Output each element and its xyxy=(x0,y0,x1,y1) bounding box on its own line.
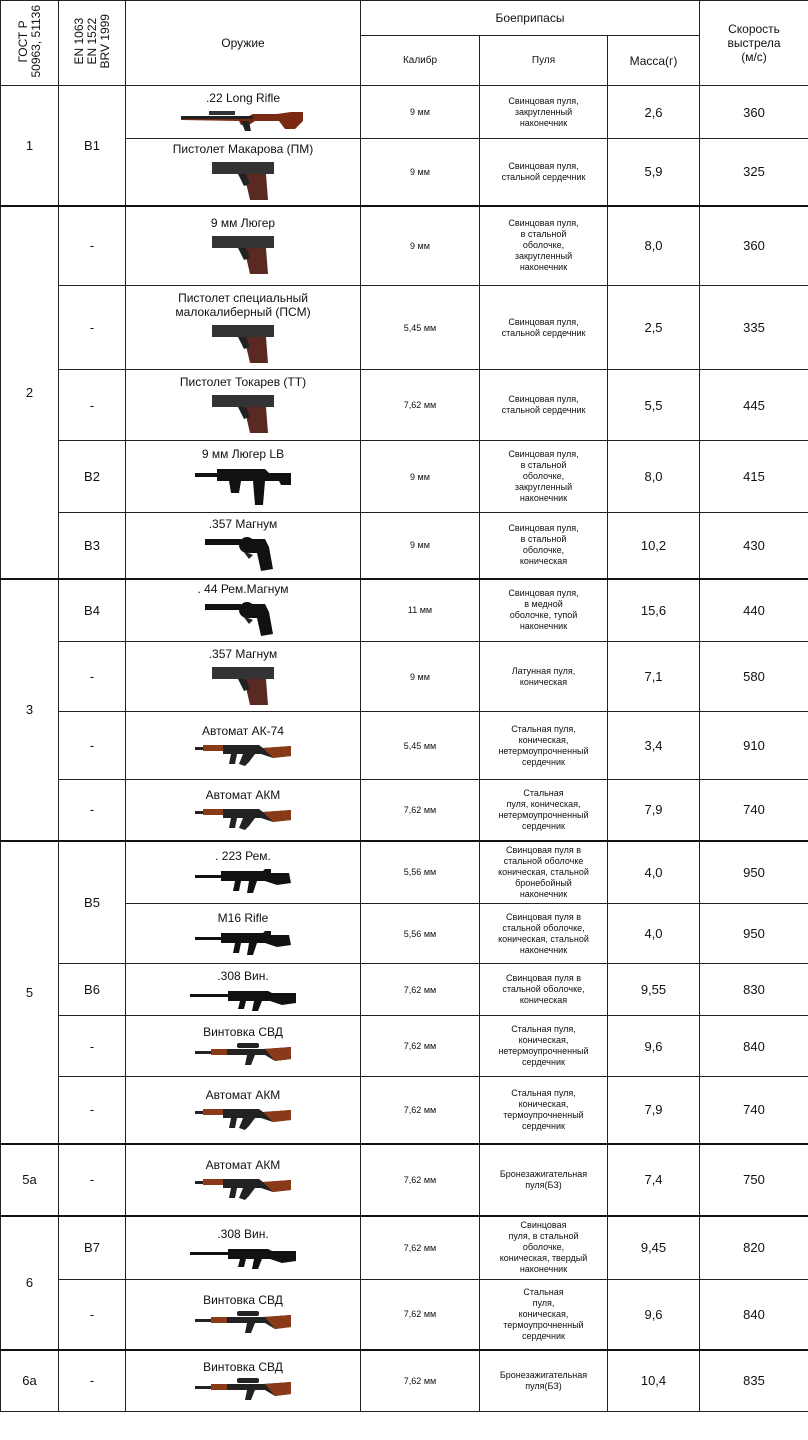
bullet-cell: Свинцовая пуля, стальной сердечник xyxy=(480,370,608,441)
weapon-name: Автомат АКМ xyxy=(205,787,281,802)
standard-cell: - xyxy=(59,286,126,370)
weapon-cell xyxy=(126,579,361,642)
table-row xyxy=(1,1144,808,1216)
weapon-cell xyxy=(126,286,361,370)
table-row xyxy=(1,206,808,286)
mass-cell: 9,55 xyxy=(608,964,700,1016)
bullet-cell: Стальная пуля, коническая, нетермоупрочненный сердечник xyxy=(480,1016,608,1077)
mass-cell: 2,5 xyxy=(608,286,700,370)
standard-cell: B7 xyxy=(59,1216,126,1280)
caliber-cell: 5,56 мм xyxy=(361,841,480,904)
standard-cell: B5 xyxy=(59,841,126,964)
speed-cell: 325 xyxy=(700,139,808,206)
standard-cell: B2 xyxy=(59,441,126,513)
bullet-cell: Свинцовая пуля в стальной оболочке коническая, стальной бронебойный наконечник xyxy=(480,841,608,904)
table-row xyxy=(1,441,808,513)
mass-cell: 4,0 xyxy=(608,904,700,964)
weapon-cell xyxy=(126,139,361,206)
assault-rifle-icon xyxy=(126,865,360,895)
standard-cell: - xyxy=(59,1144,126,1216)
speed-cell: 740 xyxy=(700,1077,808,1144)
caliber-cell: 7,62 мм xyxy=(361,1144,480,1216)
weapon-name: Пистолет специальный малокалиберный (ПСМ) xyxy=(175,290,311,319)
table-row xyxy=(1,712,808,780)
standard-cell: - xyxy=(59,1077,126,1144)
caliber-cell: 5,45 мм xyxy=(361,712,480,780)
speed-cell: 950 xyxy=(700,904,808,964)
table-row xyxy=(1,370,808,441)
protection-class-cell: 2 xyxy=(1,206,59,579)
protection-class-cell: 6 xyxy=(1,1216,59,1350)
mass-cell: 9,6 xyxy=(608,1016,700,1077)
speed-cell: 835 xyxy=(700,1350,808,1412)
weapon-name: 9 мм Люгер xyxy=(210,215,276,230)
ak-icon xyxy=(126,804,360,832)
protection-class-cell: 1 xyxy=(1,86,59,206)
mass-cell: 10,2 xyxy=(608,513,700,579)
header-weapon: Оружие xyxy=(126,1,361,86)
bullet-cell: Свинцовая пуля, в стальной оболочке, коническая xyxy=(480,513,608,579)
caliber-cell: 9 мм xyxy=(361,441,480,513)
weapon-cell xyxy=(126,370,361,441)
mass-cell: 10,4 xyxy=(608,1350,700,1412)
weapon-name: Автомат АКМ xyxy=(205,1157,281,1172)
weapon-cell xyxy=(126,904,361,964)
caliber-cell: 7,62 мм xyxy=(361,1280,480,1350)
battle-rifle-icon xyxy=(126,985,360,1011)
smg-icon xyxy=(126,463,360,507)
bullet-cell: Бронезажигательная пуля(БЗ) xyxy=(480,1350,608,1412)
table-row xyxy=(1,579,808,642)
ak-icon xyxy=(126,1174,360,1202)
caliber-cell: 9 мм xyxy=(361,206,480,286)
sniper-rifle-icon xyxy=(126,1041,360,1067)
mass-cell: 9,6 xyxy=(608,1280,700,1350)
weapon-cell xyxy=(126,642,361,712)
speed-cell: 415 xyxy=(700,441,808,513)
speed-cell: 580 xyxy=(700,642,808,712)
weapon-name: Автомат АК-74 xyxy=(202,723,284,738)
mass-cell: 8,0 xyxy=(608,206,700,286)
weapon-name: Винтовка СВД xyxy=(203,1359,283,1374)
standard-cell: - xyxy=(59,780,126,841)
bullet-cell: Свинцовая пуля, в стальной оболочке, коническая, твердый наконечник xyxy=(480,1216,608,1280)
ak-icon xyxy=(126,1104,360,1132)
rifle-icon xyxy=(126,107,360,133)
header-standard: EN 1063 EN 1522 BRV 1999 xyxy=(59,1,126,86)
weapon-name: Винтовка СВД xyxy=(203,1025,283,1039)
revolver-icon xyxy=(126,533,360,573)
weapon-name: Пистолет Макарова (ПМ) xyxy=(172,141,314,156)
weapon-name: . 223 Рем. xyxy=(215,849,271,864)
mass-cell: 15,6 xyxy=(608,579,700,642)
protection-class-cell: 5а xyxy=(1,1144,59,1216)
mass-cell: 7,4 xyxy=(608,1144,700,1216)
bullet-cell: Стальная пуля, коническая, нетермоупрочненный сердечник xyxy=(480,712,608,780)
weapon-name: M16 Rifle xyxy=(217,910,269,925)
header-mass: Масса(г) xyxy=(608,36,700,86)
mass-cell: 3,4 xyxy=(608,712,700,780)
protection-class-cell: 5 xyxy=(1,841,59,1144)
speed-cell: 830 xyxy=(700,964,808,1016)
bullet-cell: Свинцовая пуля, стальной сердечник xyxy=(480,286,608,370)
speed-cell: 950 xyxy=(700,841,808,904)
header-ammo: Боеприпасы xyxy=(361,1,700,36)
table-row xyxy=(1,1216,808,1280)
table-row xyxy=(1,1280,808,1350)
table-row xyxy=(1,780,808,841)
bullet-cell: Стальная пуля, коническая, термоупрочненный сердечник xyxy=(480,1280,608,1350)
caliber-cell: 7,62 мм xyxy=(361,1077,480,1144)
weapon-name: . 44 Рем.Магнум xyxy=(197,582,289,597)
weapon-cell xyxy=(126,513,361,579)
table-row xyxy=(1,86,808,139)
mass-cell: 5,9 xyxy=(608,139,700,206)
table-row xyxy=(1,841,808,904)
weapon-cell xyxy=(126,780,361,841)
header-speed: Скорость выстрела (м/с) xyxy=(700,1,808,86)
mass-cell: 7,9 xyxy=(608,780,700,841)
table-row xyxy=(1,1350,808,1412)
caliber-cell: 11 мм xyxy=(361,579,480,642)
speed-cell: 445 xyxy=(700,370,808,441)
standard-cell: - xyxy=(59,642,126,712)
weapon-cell xyxy=(126,206,361,286)
weapon-cell xyxy=(126,964,361,1016)
header-bullet: Пуля xyxy=(480,36,608,86)
mass-cell: 2,6 xyxy=(608,86,700,139)
sniper-rifle-icon xyxy=(126,1376,360,1402)
revolver-icon xyxy=(126,598,360,638)
protection-class-cell: 3 xyxy=(1,579,59,841)
pistol-icon xyxy=(126,232,360,276)
standard-cell: - xyxy=(59,370,126,441)
speed-cell: 820 xyxy=(700,1216,808,1280)
weapon-cell xyxy=(126,1016,361,1077)
weapon-name: .308 Вин. xyxy=(217,1226,269,1241)
weapon-cell xyxy=(126,841,361,904)
weapon-cell xyxy=(126,1144,361,1216)
weapon-cell xyxy=(126,1280,361,1350)
weapon-cell xyxy=(126,86,361,139)
weapon-name: .308 Вин. xyxy=(217,968,269,983)
speed-cell: 910 xyxy=(700,712,808,780)
standard-cell: - xyxy=(59,712,126,780)
caliber-cell: 7,62 мм xyxy=(361,1216,480,1280)
speed-cell: 430 xyxy=(700,513,808,579)
standard-cell: - xyxy=(59,206,126,286)
caliber-cell: 5,45 мм xyxy=(361,286,480,370)
caliber-cell: 9 мм xyxy=(361,86,480,139)
bullet-cell: Свинцовая пуля, в медной оболочке, тупой наконечник xyxy=(480,579,608,642)
pistol-icon xyxy=(126,663,360,707)
table-row xyxy=(1,286,808,370)
speed-cell: 840 xyxy=(700,1280,808,1350)
standard-cell: - xyxy=(59,1350,126,1412)
weapon-name: .357 Магнум xyxy=(208,646,278,661)
speed-cell: 440 xyxy=(700,579,808,642)
assault-rifle-icon xyxy=(126,927,360,957)
table-row xyxy=(1,513,808,579)
bullet-cell: Свинцовая пуля в стальной оболочке, коническая xyxy=(480,964,608,1016)
standard-cell: B1 xyxy=(59,86,126,206)
caliber-cell: 5,56 мм xyxy=(361,904,480,964)
bullet-cell: Свинцовая пуля, в стальной оболочке, закругленный наконечник xyxy=(480,441,608,513)
standard-cell: B3 xyxy=(59,513,126,579)
mass-cell: 9,45 xyxy=(608,1216,700,1280)
mass-cell: 8,0 xyxy=(608,441,700,513)
weapon-name: .357 Магнум xyxy=(208,517,278,532)
header-caliber: Калибр xyxy=(361,36,480,86)
sniper-rifle-icon xyxy=(126,1309,360,1335)
bullet-cell: Стальная пуля, коническая, термоупрочненный сердечник xyxy=(480,1077,608,1144)
pistol-icon xyxy=(126,158,360,202)
speed-cell: 740 xyxy=(700,780,808,841)
table-row xyxy=(1,1077,808,1144)
caliber-cell: 7,62 мм xyxy=(361,1350,480,1412)
caliber-cell: 9 мм xyxy=(361,513,480,579)
caliber-cell: 7,62 мм xyxy=(361,370,480,441)
speed-cell: 840 xyxy=(700,1016,808,1077)
bullet-cell: Латунная пуля, коническая xyxy=(480,642,608,712)
weapon-cell xyxy=(126,1350,361,1412)
table-row xyxy=(1,1016,808,1077)
standard-cell: B4 xyxy=(59,579,126,642)
bullet-cell: Стальная пуля, коническая, нетермоупрочненный сердечник xyxy=(480,780,608,841)
weapon-cell xyxy=(126,1077,361,1144)
standard-cell: B6 xyxy=(59,964,126,1016)
weapon-name: Автомат АКМ xyxy=(205,1087,281,1102)
mass-cell: 5,5 xyxy=(608,370,700,441)
table-row xyxy=(1,964,808,1016)
header-class: ГОСТ Р 50963, 51136 xyxy=(1,1,59,86)
mass-cell: 4,0 xyxy=(608,841,700,904)
standard-cell: - xyxy=(59,1016,126,1077)
weapon-name: 9 мм Люгер LB xyxy=(201,446,285,461)
battle-rifle-icon xyxy=(126,1243,360,1269)
caliber-cell: 9 мм xyxy=(361,139,480,206)
table-row xyxy=(1,642,808,712)
bullet-cell: Свинцовая пуля, закругленный наконечник xyxy=(480,86,608,139)
weapon-name: Пистолет Токарев (ТТ) xyxy=(179,375,307,389)
caliber-cell: 7,62 мм xyxy=(361,1016,480,1077)
weapon-cell xyxy=(126,1216,361,1280)
bullet-cell: Свинцовая пуля в стальной оболочке, коническая, стальной наконечник xyxy=(480,904,608,964)
bullet-cell: Свинцовая пуля, в стальной оболочке, закругленный наконечник xyxy=(480,206,608,286)
pistol-icon xyxy=(126,321,360,365)
mass-cell: 7,1 xyxy=(608,642,700,712)
weapon-cell xyxy=(126,441,361,513)
speed-cell: 750 xyxy=(700,1144,808,1216)
speed-cell: 335 xyxy=(700,286,808,370)
weapon-name: Винтовка СВД xyxy=(203,1293,283,1308)
weapon-name: .22 Long Rifle xyxy=(205,91,281,105)
ak-icon xyxy=(126,740,360,768)
weapon-cell xyxy=(126,712,361,780)
speed-cell: 360 xyxy=(700,86,808,139)
bullet-cell: Свинцовая пуля, стальной сердечник xyxy=(480,139,608,206)
speed-cell: 360 xyxy=(700,206,808,286)
caliber-cell: 7,62 мм xyxy=(361,780,480,841)
standard-cell: - xyxy=(59,1280,126,1350)
protection-class-cell: 6а xyxy=(1,1350,59,1412)
caliber-cell: 9 мм xyxy=(361,642,480,712)
mass-cell: 7,9 xyxy=(608,1077,700,1144)
bullet-cell: Бронезажигательная пуля(БЗ) xyxy=(480,1144,608,1216)
caliber-cell: 7,62 мм xyxy=(361,964,480,1016)
pistol-icon xyxy=(126,391,360,435)
